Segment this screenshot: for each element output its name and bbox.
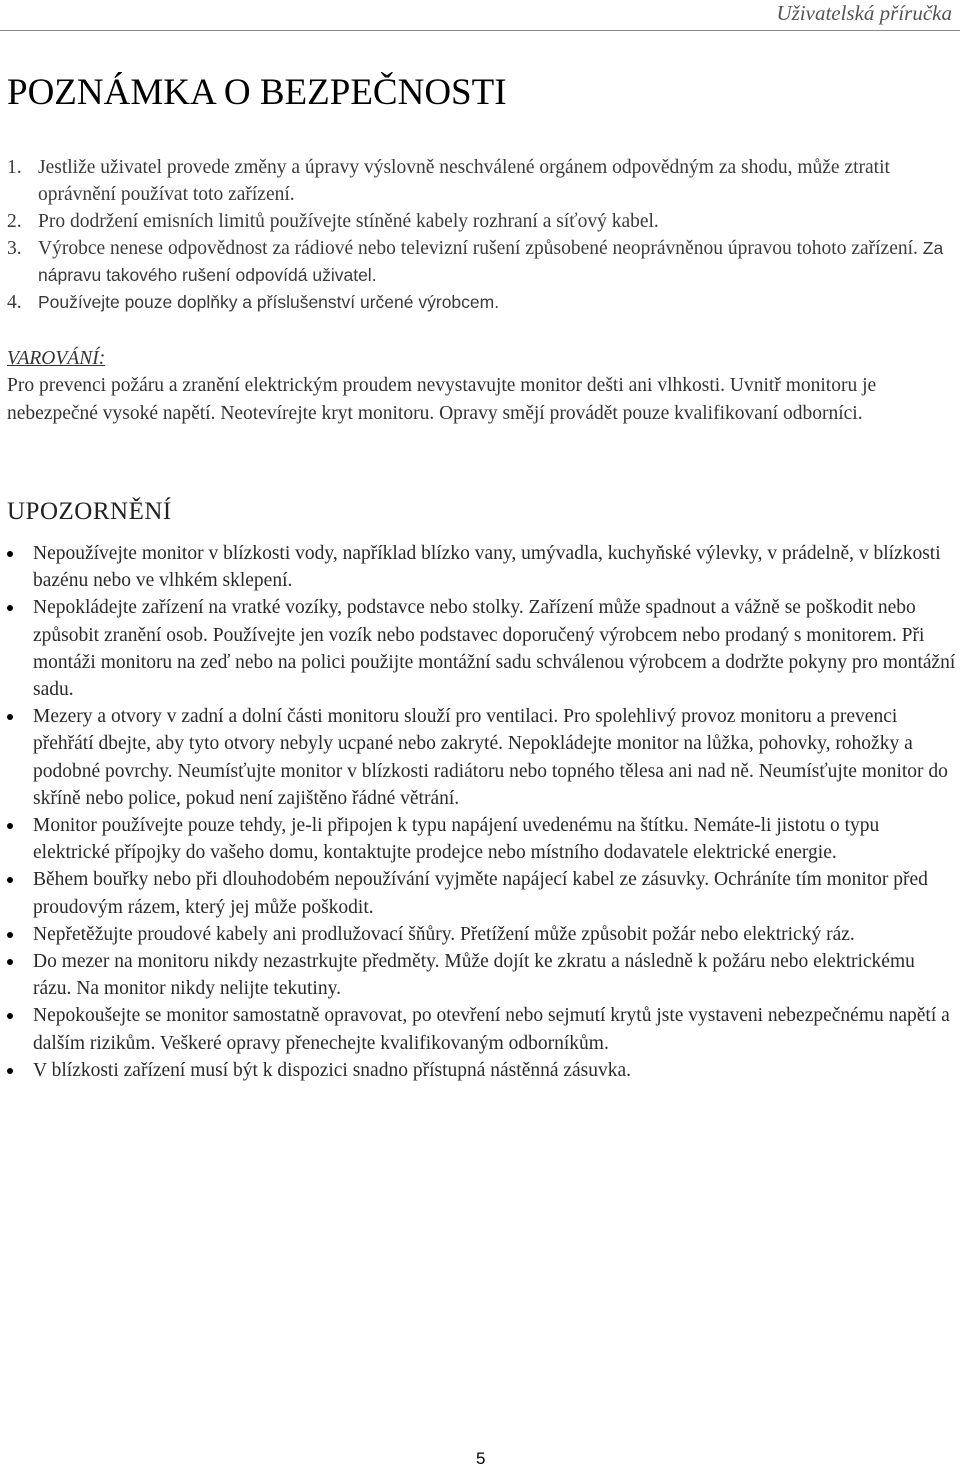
caution-heading: UPOZORNĚNÍ: [7, 498, 172, 525]
note-text: Používejte pouze doplňky a příslušenství určené výrobcem.: [38, 292, 500, 312]
caution-item-text: Nepřetěžujte proudové kabely ani prodlužovací šňůry. Přetížení může způsobit požár nebo elektrický ráz.: [33, 923, 855, 945]
caution-list: [7, 540, 957, 1084]
bullet-icon: [7, 932, 13, 938]
header-divider: [0, 30, 960, 31]
bullet-icon: [7, 605, 13, 611]
caution-item-text: Během bouřky nebo při dlouhodobém nepoužívání vyjměte napájecí kabel ze zásuvky. Ochráníte tím monitor před proudovým rázem, který jej může poškodit.: [33, 869, 928, 918]
bullet-icon: [7, 1068, 13, 1074]
safety-note-item: [7, 235, 952, 289]
note-number: 2.: [7, 211, 22, 232]
caution-item: [7, 948, 957, 1002]
caution-item-text: Nepoužívejte monitor v blízkosti vody, například blízko vany, umývadla, kuchyňské výlevky, v prádelně, v blízkosti bazénu nebo ve vlhkém sklepení.: [33, 543, 941, 592]
caution-item: [7, 921, 957, 948]
bullet-icon: [7, 1013, 13, 1019]
warning-text: Pro prevenci požáru a zranění elektrickým proudem nevystavujte monitor dešti ani vlhkosti. Uvnitř monitoru je nebezpečné vysoké napětí. Neotevírejte kryt monitoru. Opravy smějí provádět pouze kvalifikovaní odborníci.: [7, 375, 877, 424]
header-title: Uživatelská příručka: [776, 1, 952, 25]
page-title: POZNÁMKA O BEZPEČNOSTI: [7, 72, 507, 113]
caution-item: [7, 540, 957, 594]
caution-item-text: Mezery a otvory v zadní a dolní části monitoru slouží pro ventilaci. Pro spolehlivý provoz monitoru a prevenci přehřátí dbejte, aby tyto otvory nebyly ucpané nebo zakryté. Nepokládejte monitor na lůžka, pohovky, rohožky a podobné povrchy. Neumísťujte monitor v blízkosti radiátoru nebo topného tělesa ani nad ně. Neumísťujte monitor do skříně nebo police, pokud není zajištěno řádné větrání.: [33, 706, 948, 809]
safety-note-item: [7, 208, 952, 235]
bullet-icon: [7, 551, 13, 557]
caution-item-text: Do mezer na monitoru nikdy nezastrkujte předměty. Může dojít ke zkratu a následně k požáru nebo elektrickému rázu. Na monitor nikdy nelijte tekutiny.: [33, 951, 915, 1000]
safety-note-item: [7, 154, 952, 208]
warning-heading: VAROVÁNÍ:: [7, 348, 106, 369]
caution-item: [7, 1002, 957, 1056]
caution-item: [7, 703, 957, 812]
bullet-icon: [7, 714, 13, 720]
safety-note-item: [7, 289, 952, 316]
note-text-continuation: Za nápravu takového rušení odpovídá uživatel.: [38, 238, 944, 285]
note-number: 4.: [7, 292, 22, 313]
note-text: Pro dodržení emisních limitů používejte stíněné kabely rozhraní a síťový kabel.: [38, 211, 659, 232]
caution-item: [7, 812, 957, 866]
bullet-icon: [7, 959, 13, 965]
safety-notes-list: [7, 154, 952, 316]
caution-item-text: Monitor používejte pouze tehdy, je-li připojen k typu napájení uvedenému na štítku. Nemáte-li jistotu o typu elektrické přípojky do vašeho domu, kontaktujte prodejce nebo místního dodavatele elektrické energie.: [33, 815, 880, 864]
bullet-icon: [7, 823, 13, 829]
note-text: Jestliže uživatel provede změny a úpravy výslovně neschválené orgánem odpovědným za shodu, může ztratit oprávnění používat toto zařízení.: [38, 157, 890, 205]
caution-item-text: Nepokládejte zařízení na vratké vozíky, podstavce nebo stolky. Zařízení může spadnout a vážně se poškodit nebo způsobit zranění osob. Používejte jen vozík nebo podstavec doporučený výrobcem nebo prodaný s monitorem. Při montáži monitoru na zeď nebo na polici použijte montážní sadu schválenou výrobcem a dodržte pokyny pro montážní sadu.: [33, 597, 956, 701]
caution-item: [7, 866, 957, 920]
caution-item: [7, 594, 957, 703]
bullet-icon: [7, 877, 13, 883]
page-number: 5: [476, 1449, 486, 1468]
caution-item-text: V blízkosti zařízení musí být k dispozici snadno přístupná nástěnná zásuvka.: [33, 1059, 632, 1081]
caution-item-text: Nepokoušejte se monitor samostatně opravovat, po otevření nebo sejmutí krytů jste vystaveni nebezpečnému napětí a dalším rizikům. Veškeré opravy přenechejte kvalifikovaným odborníkům.: [33, 1005, 950, 1054]
note-text: Výrobce nenese odpovědnost za rádiové nebo televizní rušení způsobené neoprávněnou úpravou tohoto zařízení.: [38, 238, 918, 259]
note-number: 3.: [7, 238, 22, 259]
note-number: 1.: [7, 157, 22, 178]
caution-item: [7, 1057, 957, 1084]
